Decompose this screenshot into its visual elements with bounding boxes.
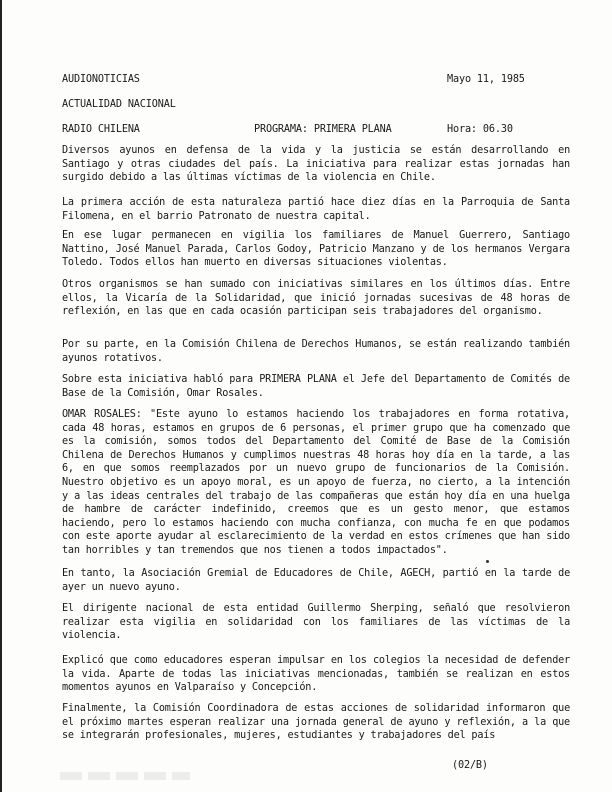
bleed-through-text: [60, 772, 190, 780]
page-code: (02/B): [452, 760, 488, 771]
paragraph-10: Explicó que como educadores esperan impulsar en los colegios la necesidad de defender la vida. Aparte de todas las iniciativas mencionadas, también se realizan en estos momentos ayunos en Valparaíso y Concepción.: [62, 655, 570, 694]
interview-quote: OMAR ROSALES: "Este ayuno lo estamos haciendo los trabajadores en forma rotativa, cada 48 horas, estamos en grupos de 6 personas, el primer grupo que ha comenzado que es la comisión, somos todos del Departamento del Comité de Base de la Comisión Chilena de Derechos Humanos y cumplimos nuestras 48 horas hoy día en la tarde, a las 6, en que somos reemplazados por un nuevo grupo de funcionarios de la Comisión. Nuestro objetivo es un apoyo moral, es un apoyo de fuerza, no cierto, a la intención y a las ideas centrales del trabajo de las compañeras que están hoy día en una huelga de hambre de carácter indefinido, creemos que es un gesto menor, que estamos haciendo, pero lo estamos haciendo con mucha confianza, con mucha fe en que podamos con este aporte ayudar al esclarecimiento de la verdad en estos crímenes que han sido tan horribles y tan tremendos que nos tienen a todos impactados".: [62, 409, 570, 556]
paragraph-2: La primera acción de esta naturaleza partió hace diez días en la Parroquia de Santa Filomena, en el barrio Patronato de nuestra capital.: [62, 197, 570, 222]
paragraph-5: Por su parte, en la Comisión Chilena de Derechos Humanos, se están realizando también ayunos rotativos.: [62, 339, 570, 364]
paragraph-11: Finalmente, la Comisión Coordinadora de estas acciones de solidaridad informaron que el próximo martes esperan realizar una jornada general de ayuno y reflexión, a la que se integrarán profesionales, mujeres, estudiantes y trabajadores del país: [62, 703, 570, 742]
paragraph-6: Sobre esta iniciativa habló para PRIMERA PLANA el Jefe del Departamento de Comités de Base de la Comisión, Omar Rosales.: [62, 374, 570, 399]
broadcast-date: Mayo 11, 1985: [447, 74, 525, 85]
paragraph-9: El dirigente nacional de esta entidad Guillermo Sherping, señaló que resolvieron realizar esta vigilia en solidaridad con los familiares de las víctimas de la violencia.: [62, 603, 570, 642]
paragraph-1: Diversos ayunos en defensa de la vida y la justicia se están desarrollando en Santiago y otras ciudades del país. La iniciativa para realizar estas jornadas han surgido debido a las últimas víctimas de la violencia en Chile.: [62, 145, 570, 184]
paragraph-8: En tanto, la Asociación Gremial de Educadores de Chile, AGECH, partió en la tarde de ayer un nuevo ayuno.: [62, 568, 570, 593]
agency-name: AUDIONOTICIAS: [62, 74, 140, 85]
section-title: ACTUALIDAD NACIONAL: [62, 99, 176, 110]
paragraph-3: En ese lugar permanecen en vigilia los familiares de Manuel Guerrero, Santiago Nattino, José Manuel Parada, Carlos Godoy, Patricio Manzano y de los hermanos Vergara Toledo. Todos ellos han muerto en diversas situaciones violentas.: [62, 230, 570, 269]
station-name: RADIO CHILENA: [62, 124, 140, 135]
paragraph-4: Otros organismos se han sumado con iniciativas similares en los últimos días. Entre ellos, la Vicaría de la Solidaridad, que inició jornadas sucesivas de 48 horas de reflexión, en las que en cada ocasión participan seis trabajadores del organismo.: [62, 279, 570, 318]
broadcast-time: Hora: 06.30: [447, 124, 513, 135]
program-name: PROGRAMA: PRIMERA PLANA: [254, 124, 392, 135]
ink-mark: [486, 560, 489, 563]
